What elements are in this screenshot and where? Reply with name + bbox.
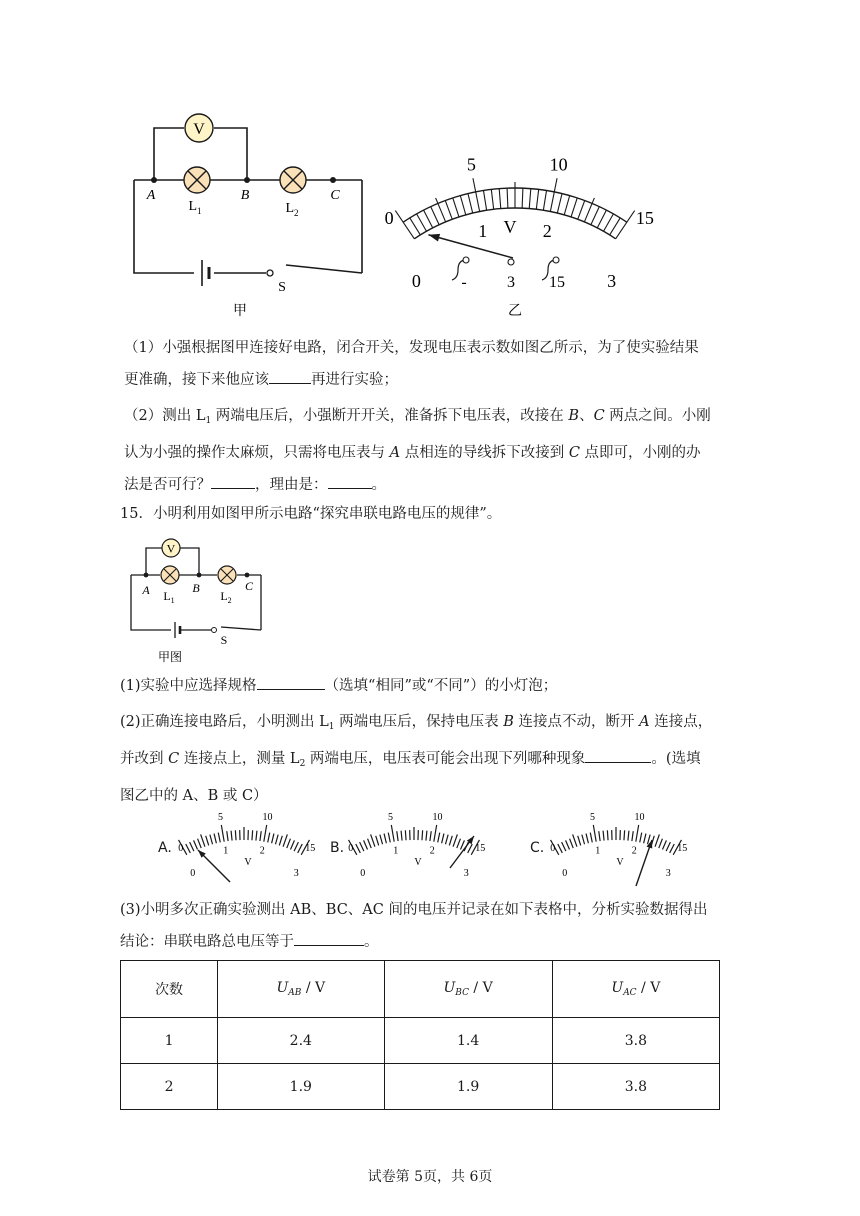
option-a-label: A. bbox=[158, 840, 172, 856]
meter-top-label: 15 bbox=[677, 842, 688, 854]
table-cell: 1.4 bbox=[384, 1018, 552, 1064]
q14-p2-line2: 认为小强的操作太麻烦，只需将电压表与 A 点相连的导线拆下改接到 C 点即可，小刚的办 bbox=[124, 445, 701, 461]
meter-tick bbox=[644, 834, 646, 844]
meter-tick bbox=[522, 188, 523, 208]
meter-tick bbox=[562, 842, 566, 851]
meter-tick bbox=[368, 839, 372, 848]
meter-tick bbox=[566, 840, 570, 849]
meter-tick bbox=[422, 830, 423, 840]
option-c-label: C. bbox=[530, 840, 545, 856]
q15-part1: (1)实验中应选择规格 （选填“相同”或“不同”）的小灯泡； bbox=[120, 670, 734, 702]
meter-tick bbox=[405, 830, 406, 840]
meter-needle bbox=[428, 235, 513, 258]
voltage-data-table bbox=[120, 960, 720, 1110]
answer-blank-q14-1[interactable] bbox=[269, 368, 311, 384]
terminal-15-label: 15 bbox=[549, 274, 565, 291]
meter-bottom-label: 0 bbox=[360, 867, 366, 879]
meter-top-label: 5 bbox=[589, 811, 595, 823]
table-cell: 1.9 bbox=[384, 1064, 552, 1110]
meter-tick bbox=[272, 834, 274, 844]
table-cell: 1 bbox=[121, 1018, 218, 1064]
meter-tick bbox=[570, 839, 574, 848]
switch-label: S bbox=[278, 280, 286, 295]
circuit-diagram-jiatu bbox=[125, 534, 270, 666]
meter-tick bbox=[499, 189, 501, 209]
meter-tick bbox=[550, 178, 557, 211]
q15-part3 bbox=[120, 894, 734, 958]
terminal-knob bbox=[508, 259, 514, 265]
svg-text:S: S bbox=[220, 633, 228, 647]
meter-tick bbox=[371, 834, 375, 846]
lamp-l1-label: $L_1$ bbox=[188, 199, 202, 216]
meter-tick bbox=[491, 189, 493, 209]
table-header-count: 次数 bbox=[121, 961, 218, 1018]
terminal-knob bbox=[553, 257, 559, 263]
q15-p2-line1: (2)正确连接电路后，小明测出 $L_1$ 两端电压后，保持电压表 B 连接点不动，断开 A 连接点， bbox=[120, 714, 713, 732]
meter-bottom-label: 1 bbox=[595, 845, 601, 857]
meter-tick bbox=[536, 189, 538, 209]
q15-part2 bbox=[120, 706, 734, 812]
answer-blank-q14-3[interactable] bbox=[328, 473, 372, 489]
meter-tick bbox=[260, 831, 261, 841]
meter-tick bbox=[227, 831, 228, 841]
meter-needle-arrow bbox=[428, 234, 440, 242]
q14-p2-line1: （2）测出 $L_1$ 两端电压后，小强断开开关，准备拆下电压表，改接在 B、C 两点之间。小刚 bbox=[124, 408, 711, 426]
meter-bottom-label: 3 bbox=[463, 867, 469, 879]
meter-bottom-label: 3 bbox=[293, 867, 299, 879]
meter-tick bbox=[268, 833, 270, 843]
meter-top-label: 10 bbox=[549, 154, 568, 175]
meter-bottom-label: 1 bbox=[478, 221, 488, 242]
meter-tick bbox=[655, 834, 659, 846]
meter-tick bbox=[578, 201, 585, 220]
svg-text:A: A bbox=[142, 583, 150, 597]
meter-tick bbox=[198, 839, 202, 848]
option-c-meter bbox=[548, 808, 698, 888]
meter-tick bbox=[256, 831, 257, 841]
meter-tick bbox=[388, 833, 390, 843]
meter-tick bbox=[231, 831, 232, 841]
meter-tick bbox=[356, 844, 361, 853]
meter-tick bbox=[453, 834, 457, 846]
meter-tick bbox=[597, 210, 606, 228]
meter-tick bbox=[424, 210, 433, 228]
meter-top-label: 0 bbox=[550, 842, 556, 854]
meter-needle-arrow bbox=[647, 840, 653, 849]
table-header-uac: $U_{AC}$ / V bbox=[552, 961, 719, 1018]
meter-top-label: 0 bbox=[178, 842, 184, 854]
meter-tick bbox=[582, 835, 585, 845]
meter-top-label: 5 bbox=[217, 811, 223, 823]
node-b-dot bbox=[244, 177, 250, 183]
meter-tick bbox=[434, 825, 437, 842]
voltmeter-dial-yi bbox=[380, 120, 654, 325]
answer-blank-q15-1[interactable] bbox=[257, 674, 325, 690]
meter-bottom-label: 0 bbox=[190, 867, 196, 879]
table-cell: 2 bbox=[121, 1064, 218, 1110]
q15-p2-line3: 图乙中的 A、B 或 C） bbox=[120, 788, 268, 804]
meter-bottom-label: 1 bbox=[393, 845, 399, 857]
meter-tick bbox=[218, 833, 220, 843]
meter-tick bbox=[468, 844, 473, 853]
meter-tick bbox=[543, 190, 546, 210]
voltmeter-label: V bbox=[193, 121, 205, 138]
meter-bottom-label: 1 bbox=[223, 845, 229, 857]
node-a-dot bbox=[151, 177, 157, 183]
meter-bottom-label: 3 bbox=[607, 270, 617, 291]
q15-intro: 15．小明利用如图甲所示电路“探究串联电路电压的规律”。 bbox=[120, 506, 502, 522]
meter-tick bbox=[283, 834, 287, 846]
figure-caption-yi: 乙 bbox=[508, 304, 522, 319]
meter-tick bbox=[636, 825, 639, 842]
voltmeter-small-label: V bbox=[166, 541, 176, 556]
meter-tick bbox=[593, 825, 596, 842]
meter-tick bbox=[431, 207, 439, 225]
meter-tick bbox=[376, 836, 379, 846]
meter-bottom-label: 2 bbox=[259, 845, 265, 857]
meter-tick bbox=[529, 189, 531, 209]
meter-bottom-label: 2 bbox=[429, 845, 435, 857]
q14-part2 bbox=[124, 400, 738, 501]
meter-top-label: 10 bbox=[432, 811, 443, 823]
q15-p2-line2: 并改到 C 连接点上，测量 $L_2$ 两端电压，电压表可能会出现下列哪种现象 。(选填 bbox=[120, 743, 734, 780]
meter-tick bbox=[507, 188, 508, 208]
meter-tick bbox=[586, 834, 588, 844]
meter-tick bbox=[607, 830, 608, 840]
meter-tick bbox=[483, 190, 486, 210]
meter-tick bbox=[591, 207, 599, 225]
meter-tick bbox=[666, 842, 670, 851]
meter-tick bbox=[599, 831, 600, 841]
answer-blank-q15-2[interactable] bbox=[585, 747, 651, 763]
node-b-label: B bbox=[240, 188, 250, 203]
lamp-l2-icon bbox=[280, 167, 306, 193]
q14-part1 bbox=[124, 332, 738, 396]
meter-tick bbox=[264, 825, 267, 842]
meter-tick bbox=[360, 842, 364, 851]
meter-tick bbox=[449, 836, 452, 846]
answer-blank-q15-3[interactable] bbox=[294, 930, 364, 946]
meter-tick bbox=[460, 840, 464, 849]
meter-bottom-label: 2 bbox=[631, 845, 637, 857]
option-a-meter bbox=[176, 808, 326, 888]
meter-tick bbox=[279, 836, 282, 846]
meter-tick bbox=[201, 834, 205, 846]
meter-tick bbox=[610, 218, 621, 235]
meter-bottom-label: 3 bbox=[665, 867, 671, 879]
meter-unit-label: V bbox=[414, 857, 422, 868]
meter-tick bbox=[573, 834, 577, 846]
meter-tick bbox=[380, 835, 383, 845]
terminal-minus-label: - bbox=[461, 274, 467, 291]
table-cell: 3.8 bbox=[552, 1064, 719, 1110]
meter-top-label: 5 bbox=[387, 811, 393, 823]
meter-tick bbox=[391, 825, 394, 842]
q15-p3-line1: (3)小明多次正确实验测出 AB、BC、AC 间的电压并记录在如下表格中，分析实验数据得出 bbox=[120, 902, 708, 918]
svg-text:L1: $L_1$ bbox=[163, 589, 175, 605]
q15-p3-line2: 结论：串联电路总电压等于 。 bbox=[120, 926, 734, 958]
meter-tick bbox=[290, 840, 294, 849]
option-b-meter bbox=[346, 808, 496, 888]
meter-tick bbox=[578, 836, 581, 846]
meter-tick bbox=[430, 831, 431, 841]
figure-caption-jia: 甲 bbox=[233, 304, 247, 319]
meter-tick bbox=[384, 834, 386, 844]
meter-tick bbox=[190, 842, 194, 851]
meter-top-label: 0 bbox=[384, 208, 394, 229]
meter-tick bbox=[410, 218, 421, 235]
meter-tick bbox=[453, 198, 459, 217]
meter-tick bbox=[417, 214, 427, 231]
meter-tick bbox=[294, 842, 298, 851]
meter-tick bbox=[616, 211, 635, 239]
node-c-label: C bbox=[330, 188, 340, 203]
svg-text:L2: $L_2$ bbox=[220, 589, 232, 605]
meter-tick bbox=[186, 844, 191, 853]
meter-tick bbox=[564, 196, 569, 215]
node-c-dot bbox=[330, 177, 336, 183]
meter-tick bbox=[557, 194, 562, 213]
lamp-small-l2-icon bbox=[218, 566, 236, 584]
meter-tick bbox=[628, 831, 629, 841]
meter-unit-label: V bbox=[244, 857, 252, 868]
meter-tick bbox=[603, 831, 604, 841]
meter-tick bbox=[445, 835, 448, 845]
meter-top-label: 10 bbox=[634, 811, 645, 823]
meter-tick bbox=[670, 844, 675, 853]
meter-tick bbox=[659, 839, 663, 848]
meter-unit-label: V bbox=[616, 857, 624, 868]
meter-tick bbox=[401, 831, 402, 841]
meter-tick bbox=[473, 178, 480, 211]
meter-tick bbox=[624, 830, 625, 840]
table-header-uab: $U_{AB}$ / V bbox=[218, 961, 384, 1018]
meter-top-label: 10 bbox=[262, 811, 273, 823]
meter-tick bbox=[442, 834, 444, 844]
meter-tick bbox=[571, 198, 577, 217]
q14-p1-line2: 更准确，接下来他应该 再进行实验； bbox=[124, 364, 738, 396]
meter-tick bbox=[298, 844, 303, 853]
meter-top-label: 15 bbox=[635, 208, 654, 229]
meter-tick bbox=[221, 825, 224, 842]
meter-tick bbox=[214, 834, 216, 844]
meter-tick bbox=[252, 830, 253, 840]
meter-tick bbox=[235, 830, 236, 840]
node-a-label: A bbox=[146, 188, 156, 203]
meter-bottom-label: 0 bbox=[411, 270, 421, 291]
answer-blank-q14-2[interactable] bbox=[211, 473, 255, 489]
meter-tick bbox=[194, 840, 198, 849]
terminal-3-label: 3 bbox=[507, 274, 515, 291]
meter-tick bbox=[460, 196, 465, 215]
option-b-label: B. bbox=[330, 840, 345, 856]
meter-tick bbox=[632, 831, 633, 841]
meter-tick bbox=[468, 194, 473, 213]
meter-tick bbox=[275, 835, 278, 845]
circuit-diagram-jia bbox=[120, 110, 380, 325]
table-header-row bbox=[121, 961, 720, 1018]
meter-tick bbox=[438, 833, 440, 843]
meter-top-label: 0 bbox=[348, 842, 354, 854]
meter-tick bbox=[210, 835, 213, 845]
meter-bottom-label: 0 bbox=[562, 867, 568, 879]
table-header-ubc: $U_{BC}$ / V bbox=[384, 961, 552, 1018]
meter-tick bbox=[287, 839, 291, 848]
table-row bbox=[121, 1064, 720, 1110]
meter-unit-label: V bbox=[503, 217, 517, 237]
meter-tick bbox=[662, 840, 666, 849]
terminal-knob bbox=[463, 257, 469, 263]
meter-tick bbox=[206, 836, 209, 846]
meter-tick bbox=[590, 833, 592, 843]
page-footer: 试卷第 5页，共 6页 bbox=[367, 1169, 493, 1185]
table-cell: 2.4 bbox=[218, 1018, 384, 1064]
q14-p2-line3: 法是否可行？ ，理由是： 。 bbox=[124, 469, 738, 501]
table-cell: 3.8 bbox=[552, 1018, 719, 1064]
meter-top-label: 15 bbox=[305, 842, 316, 854]
meter-top-label: 15 bbox=[475, 842, 486, 854]
lamp-l1-icon bbox=[184, 167, 210, 193]
lamp-l2-label: $L_2$ bbox=[285, 201, 299, 218]
svg-text:B: B bbox=[192, 581, 200, 595]
meter-tick bbox=[426, 831, 427, 841]
figure-caption-jiatu: 甲图 bbox=[157, 650, 183, 664]
q14-p1-line1: （1）小强根据图甲连接好电路，闭合开关，发现电压表示数如图乙所示，为了使实验结果 bbox=[124, 340, 699, 356]
meter-tick bbox=[397, 831, 398, 841]
meter-bottom-label: 2 bbox=[542, 221, 552, 242]
table-row bbox=[121, 1018, 720, 1064]
meter-tick bbox=[457, 839, 461, 848]
meter-tick bbox=[604, 214, 614, 231]
meter-top-label: 5 bbox=[466, 154, 476, 175]
meter-tick bbox=[395, 211, 414, 239]
meter-tick bbox=[364, 840, 368, 849]
svg-text:C: C bbox=[244, 579, 254, 593]
switch-contact bbox=[267, 270, 273, 276]
meter-tick bbox=[640, 833, 642, 843]
lamp-small-l1-icon bbox=[161, 566, 179, 584]
table-cell: 1.9 bbox=[218, 1064, 384, 1110]
meter-tick bbox=[558, 844, 563, 853]
meter-tick bbox=[445, 201, 452, 220]
